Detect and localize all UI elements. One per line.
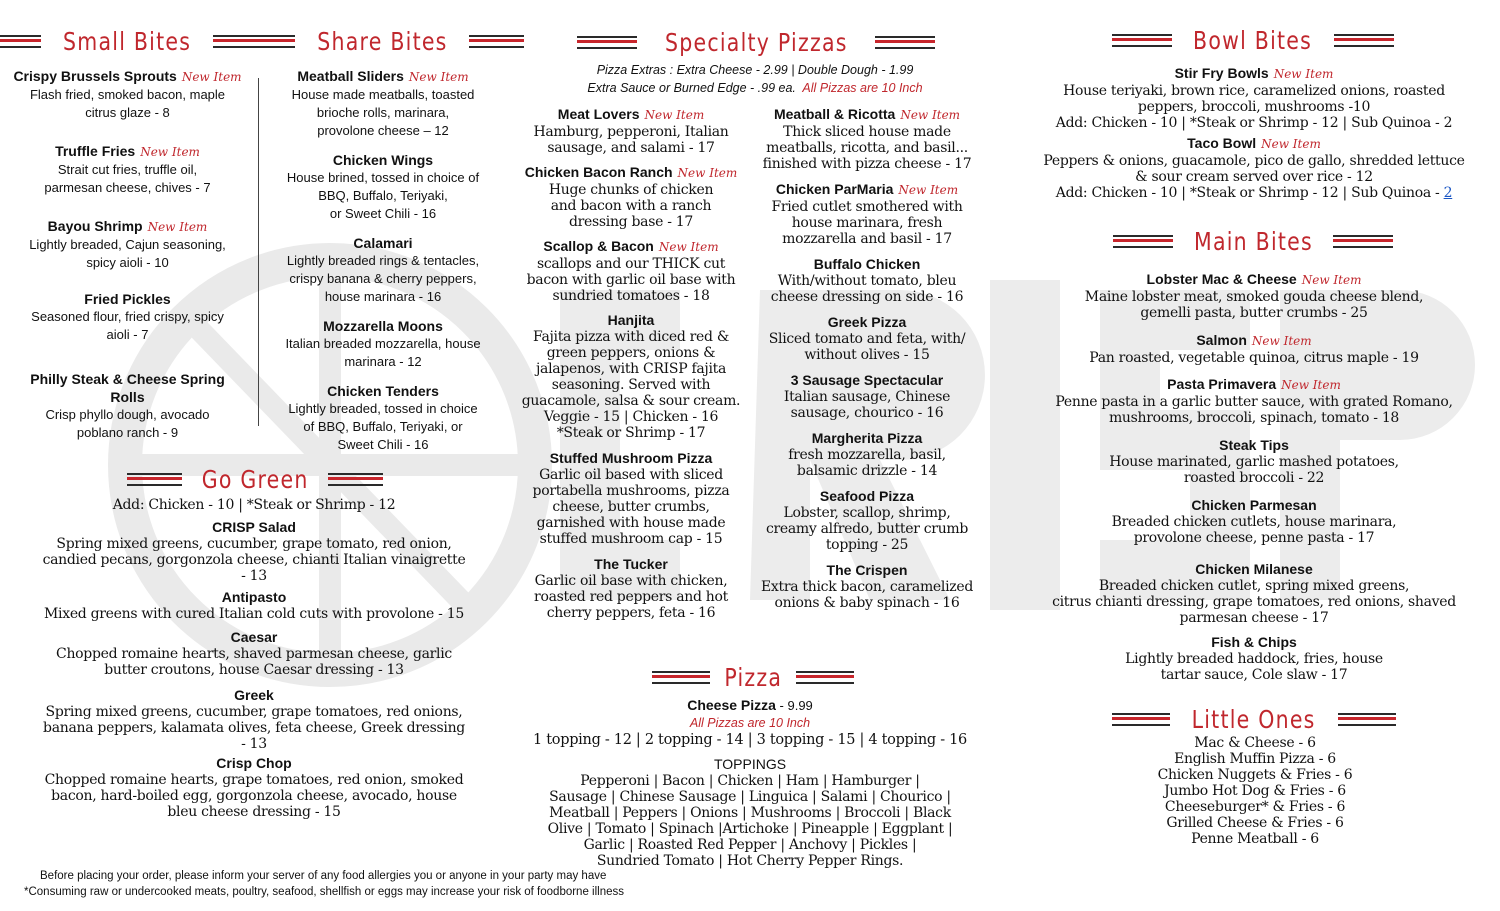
section-title: Go Green	[201, 464, 309, 494]
item-name: CRISP Salad	[212, 519, 296, 535]
new-item-tag: New Item	[677, 166, 738, 180]
item-desc: sausage, and salami - 17	[547, 140, 715, 156]
header-rule	[1112, 34, 1172, 47]
pizza-extras	[540, 61, 970, 97]
specialty-left-column	[513, 105, 749, 621]
item-desc: Pan roasted, vegetable quinoa, citrus maple - 19	[1089, 350, 1419, 366]
item-desc: Breaded chicken cutlet, spring mixed greens,	[1098, 578, 1410, 594]
toppings-line: Olive | Tomato | Spinach |Artichoke | Pineapple | Eggplant |	[547, 821, 953, 837]
header-rule	[1333, 235, 1393, 248]
item-name: Meatball & Ricotta	[773, 106, 896, 122]
menu-item	[1010, 270, 1498, 321]
item-name: Truffle Fries	[55, 143, 136, 159]
item-desc: and bacon with a ranch	[550, 198, 712, 214]
item-desc: topping - 25	[825, 537, 909, 553]
item-name: Philly Steak & Cheese Spring	[30, 371, 225, 387]
item-desc: seasoning. Served with	[551, 377, 711, 393]
pizza-section	[500, 696, 1000, 869]
item-desc: brioche rolls, marinara,	[316, 105, 450, 120]
item-name: Chicken Wings	[332, 152, 434, 168]
item-desc: & sour cream served over rice - 12	[1135, 169, 1373, 185]
item-desc: mozzarella and basil - 17	[782, 231, 952, 247]
item-name: Salmon	[1196, 332, 1247, 348]
item-desc: butter croutons, house Caesar dressing - 13	[104, 662, 404, 678]
header-rule	[1334, 34, 1394, 47]
item-name: Stuffed Mushroom Pizza	[549, 450, 713, 466]
item-name: Seafood Pizza	[819, 488, 915, 504]
item-desc: cherry peppers, feta - 16	[546, 605, 716, 621]
small-bites-list	[0, 67, 255, 442]
menu-item	[752, 105, 982, 172]
menu-item	[14, 588, 494, 622]
section-title: Main Bites	[1193, 226, 1313, 256]
item-desc: tartar sauce, Cole slaw - 17	[1160, 667, 1348, 683]
item-name: Hanjita	[607, 312, 655, 328]
menu-item	[262, 151, 504, 223]
quinoa-price-link[interactable]: 2	[1443, 185, 1453, 201]
item-desc: - 13	[241, 568, 267, 584]
item-desc: bleu cheese dressing - 15	[167, 804, 341, 820]
kids-item: Jumbo Hot Dog & Fries - 6	[1164, 783, 1346, 799]
item-name: Margherita Pizza	[811, 430, 923, 446]
item-desc: poblano ranch - 9	[76, 425, 179, 440]
item-desc: Chopped romaine hearts, grape tomatoes, red onion, smoked	[44, 772, 464, 788]
header-rule	[1113, 235, 1173, 248]
item-desc: Mixed greens with cured Italian cold cuts with provolone - 15	[44, 606, 464, 622]
share-bites-header	[258, 24, 506, 58]
raw-food-warning: *Consuming raw or undercooked meats, poultry, seafood, shellfish or eggs may increase your risk of foodborne illness	[24, 886, 625, 898]
topping-prices: 1 topping - 12 | 2 topping - 14 | 3 topping - 15 | 4 topping - 16	[533, 732, 967, 748]
item-desc: Strait cut fries, truffle oil,	[57, 162, 198, 177]
toppings-line: Garlic | Roasted Red Pepper | Anchovy | Pickles |	[583, 837, 917, 853]
item-desc: Lobster, scallop, shrimp,	[783, 505, 951, 521]
item-name: The Tucker	[594, 556, 668, 572]
item-name: Fish & Chips	[1211, 634, 1297, 650]
extras-line: Pizza Extras : Extra Cheese - 2.99 | Double Dough - 1.99	[596, 63, 914, 77]
toppings-line: Meatball | Peppers | Onions | Mushrooms | Broccoli | Black	[549, 805, 951, 821]
item-desc: provolone cheese, penne pasta - 17	[1133, 530, 1375, 546]
menu-item	[752, 371, 982, 421]
menu-item	[1010, 436, 1498, 486]
item-desc: spicy aioli - 10	[86, 255, 169, 270]
add-protein-line: Add: Chicken - 10 | *Steak or Shrimp - 12	[112, 497, 396, 513]
menu-item	[14, 754, 494, 820]
section-title: Pizza	[724, 662, 782, 692]
item-desc: dressing base - 17	[568, 214, 694, 230]
item-desc: creamy alfredo, butter crumb	[765, 521, 969, 537]
item-desc: Hamburg, pepperoni, Italian	[533, 124, 729, 140]
item-desc: portabella mushrooms, pizza	[532, 483, 730, 499]
menu-item	[14, 628, 494, 678]
section-title: Little Ones	[1192, 704, 1316, 734]
item-name: Crisp Chop	[216, 755, 292, 771]
item-desc: Sweet Chili - 16	[337, 437, 429, 452]
item-name: Meatball Sliders	[297, 68, 404, 84]
item-desc: peppers, broccoli, mushrooms -10	[1137, 99, 1371, 115]
item-desc: provolone cheese – 12	[317, 123, 449, 138]
item-desc: garnished with house made	[536, 515, 726, 531]
item-desc: sausage, chourico - 16	[790, 405, 944, 421]
item-desc: Fried cutlet smothered with	[771, 199, 963, 215]
item-name: Buffalo Chicken	[813, 256, 921, 272]
little-ones-header	[1128, 702, 1380, 736]
new-item-tag: New Item	[658, 240, 719, 254]
item-desc: guacamole, salsa & sour cream.	[521, 393, 741, 409]
item-desc: fresh mozzarella, basil,	[788, 447, 946, 463]
header-rule	[577, 36, 637, 49]
item-desc: roasted broccoli - 22	[1183, 470, 1325, 486]
item-desc: - 13	[241, 736, 267, 752]
header-rule	[652, 671, 710, 684]
new-item-tag: New Item	[181, 70, 242, 84]
item-name: Steak Tips	[1219, 437, 1289, 453]
item-desc: Peppers & onions, guacamole, pico de gallo, shredded lettuce	[1043, 153, 1465, 169]
item-desc: roasted red peppers and hot	[534, 589, 728, 605]
new-item-tag: New Item	[1251, 334, 1312, 348]
item-desc: bacon with garlic oil base with	[526, 272, 736, 288]
section-title: Small Bites	[62, 26, 192, 56]
new-item-tag: New Item	[1273, 67, 1334, 81]
menu-item	[513, 555, 749, 621]
toppings-line: Pepperoni | Bacon | Chicken | Ham | Hamburger |	[580, 773, 920, 789]
menu-item	[1010, 633, 1498, 683]
menu-item	[752, 429, 982, 479]
menu-item	[752, 313, 982, 363]
menu-item	[1010, 134, 1498, 201]
menu-item	[513, 105, 749, 156]
new-item-tag: New Item	[147, 220, 208, 234]
new-item-tag: New Item	[1281, 378, 1341, 392]
pizza-header	[648, 660, 858, 694]
item-name: Antipasto	[221, 589, 287, 605]
item-name: Chicken Milanese	[1195, 561, 1313, 577]
item-name: Greek	[234, 687, 274, 703]
header-rule	[0, 35, 41, 48]
header-rule	[1112, 713, 1170, 726]
menu-item	[513, 449, 749, 547]
new-item-tag: New Item	[1261, 137, 1321, 151]
menu-item	[0, 217, 255, 272]
go-green-header	[130, 462, 380, 496]
menu-item	[262, 382, 504, 454]
bowl-bites-header	[1122, 23, 1384, 57]
specialty-pizzas-header	[596, 25, 916, 59]
item-desc: Seasoned flour, fried crispy, spicy	[31, 309, 224, 324]
item-desc: house marinara - 16	[324, 289, 442, 304]
item-desc: Spring mixed greens, cucumber, grape tomato, red onion,	[56, 536, 452, 552]
item-desc: Veggie - 15 | Chicken - 16	[543, 409, 719, 425]
header-rule	[796, 671, 854, 684]
header-rule	[240, 35, 295, 48]
menu-item	[1010, 64, 1498, 131]
item-desc: marinara - 12	[344, 354, 422, 369]
item-name: Stir Fry Bowls	[1174, 65, 1269, 81]
menu-item	[752, 487, 982, 553]
item-desc: citrus chianti dressing, grape tomatoes, red onions, shaved	[1052, 594, 1456, 610]
item-desc: Add: Chicken - 10 | *Steak or Shrimp - 12 | Sub Quinoa - 2	[1055, 115, 1453, 131]
menu-item	[752, 255, 982, 305]
item-name: 3 Sausage Spectacular	[790, 372, 944, 388]
specialty-right-column	[752, 105, 982, 611]
item-desc: House brined, tossed in choice of	[286, 170, 480, 185]
item-name: Chicken Tenders	[327, 383, 439, 399]
cheese-pizza: Cheese Pizza	[687, 697, 776, 713]
item-desc: House made meatballs, toasted	[291, 87, 475, 102]
menu-item	[1010, 496, 1498, 546]
little-ones-list	[1110, 735, 1400, 847]
item-desc: of BBQ, Buffalo, Teriyaki, or	[303, 419, 463, 434]
item-desc: jalapenos, with CRISP fajita	[535, 361, 726, 377]
menu-item	[262, 234, 504, 306]
item-desc: Lightly breaded haddock, fries, house	[1125, 651, 1383, 667]
menu-item	[1010, 331, 1498, 366]
item-desc: finished with pizza cheese - 17	[762, 156, 972, 172]
menu-item	[262, 317, 504, 371]
section-title: Specialty Pizzas	[664, 27, 848, 57]
header-rule	[1338, 713, 1396, 726]
item-name: Mozzarella Moons	[323, 318, 443, 334]
item-name: Lobster Mac & Cheese	[1146, 271, 1297, 287]
kids-item: Penne Meatball - 6	[1191, 831, 1319, 847]
item-name: Greek Pizza	[827, 314, 907, 330]
item-desc: Italian breaded mozzarella, house	[285, 336, 481, 351]
item-desc: stuffed mushroom cap - 15	[539, 531, 723, 547]
new-item-tag: New Item	[898, 183, 959, 197]
item-name: Rolls	[110, 389, 145, 405]
size-note: All Pizzas are 10 Inch	[689, 716, 811, 730]
menu-item	[513, 163, 749, 230]
item-name: Pasta Primavera	[1167, 376, 1277, 392]
item-desc: Lightly breaded, tossed in choice	[288, 401, 478, 416]
item-desc: aioli - 7	[106, 327, 149, 342]
item-desc: Crisp phyllo dough, avocado	[45, 407, 210, 422]
item-desc: crispy banana & cherry peppers,	[289, 271, 477, 286]
item-name: Bayou Shrimp	[47, 218, 143, 234]
item-name: Calamari	[353, 235, 413, 251]
item-desc: House teriyaki, brown rice, caramelized onions, roasted	[1063, 83, 1445, 99]
item-name: Scallop & Bacon	[543, 238, 654, 254]
item-desc: Huge chunks of chicken	[548, 182, 714, 198]
item-name: Meat Lovers	[557, 106, 640, 122]
menu-item	[0, 142, 255, 197]
item-desc: Add: Chicken - 10 | *Steak or Shrimp - 12 | Sub Quinoa -	[1055, 185, 1444, 201]
header-rule	[328, 473, 383, 486]
section-title: Share Bites	[316, 26, 448, 56]
item-desc: parmesan cheese, chives - 7	[44, 180, 211, 195]
menu-item	[14, 518, 494, 584]
item-desc: Extra thick bacon, caramelized	[761, 579, 973, 595]
menu-item	[513, 237, 749, 304]
item-desc: Fajita pizza with diced red &	[532, 329, 730, 345]
share-bites-list	[262, 67, 504, 454]
item-desc: Garlic oil base with chicken,	[534, 573, 728, 589]
item-desc: cheese, butter crumbs,	[552, 499, 710, 515]
item-desc: Sliced tomato and feta, with/	[768, 331, 966, 347]
menu-item	[752, 561, 982, 611]
item-name: Chicken Bacon Ranch	[524, 164, 673, 180]
item-desc: green peppers, onions &	[546, 345, 716, 361]
toppings-line: Sausage | Chinese Sausage | Linguica | Salami | Chourico |	[549, 789, 951, 805]
item-desc: With/without tomato, bleu	[777, 273, 957, 289]
kids-item: Cheeseburger* & Fries - 6	[1164, 799, 1346, 815]
menu-item	[1010, 560, 1498, 626]
item-desc: onions & baby spinach - 16	[774, 595, 960, 611]
item-desc: Italian sausage, Chinese	[783, 389, 951, 405]
item-name: Crispy Brussels Sprouts	[13, 68, 177, 84]
new-item-tag: New Item	[408, 70, 469, 84]
allergy-note: Before placing your order, please inform your server of any food allergies you or anyone in your party may have	[40, 870, 607, 882]
extras-line: Extra Sauce or Burned Edge - .99 ea.	[587, 81, 796, 95]
item-desc: Maine lobster meat, smoked gouda cheese blend,	[1084, 289, 1424, 305]
kids-item: English Muffin Pizza - 6	[1174, 751, 1336, 767]
menu-item	[262, 67, 504, 140]
item-desc: Garlic oil based with sliced	[539, 467, 723, 483]
item-desc: mushrooms, broccoli, spinach, tomato - 18	[1108, 410, 1400, 426]
item-desc: balsamic drizzle - 14	[796, 463, 938, 479]
menu-item	[14, 686, 494, 752]
toppings-line: Sundried Tomato | Hot Cherry Pepper Rings.	[596, 853, 904, 869]
item-desc: without olives - 15	[804, 347, 930, 363]
item-desc: gemelli pasta, butter crumbs - 25	[1140, 305, 1368, 321]
main-bites-list	[1010, 270, 1498, 683]
main-bites-header	[1122, 224, 1384, 258]
item-desc: Penne pasta in a garlic butter sauce, with grated Romano,	[1055, 394, 1453, 410]
item-desc: scallops and our THICK cut	[536, 256, 726, 272]
item-desc: House marinated, garlic mashed potatoes,	[1109, 454, 1399, 470]
allergy-disclaimer	[24, 868, 624, 900]
menu-item	[513, 311, 749, 441]
item-desc: parmesan cheese - 17	[1179, 610, 1329, 626]
section-title: Bowl Bites	[1193, 25, 1313, 55]
item-desc: Breaded chicken cutlets, house marinara,	[1111, 514, 1397, 530]
new-item-tag: New Item	[1301, 273, 1362, 287]
item-desc: Lightly breaded, Cajun seasoning,	[29, 237, 226, 252]
new-item-tag: New Item	[900, 108, 961, 122]
item-name: Taco Bowl	[1187, 135, 1257, 151]
size-note: All Pizzas are 10 Inch	[802, 81, 923, 95]
item-desc: banana peppers, kalamata olives, feta cheese, Greek dressing	[43, 720, 465, 736]
new-item-tag: New Item	[140, 145, 200, 159]
item-desc: candied pecans, gorgonzola cheese, chianti Italian vinaigrette	[42, 552, 466, 568]
column-divider	[258, 78, 259, 426]
small-bites-header	[5, 24, 249, 58]
menu-item	[752, 180, 982, 247]
item-desc: *Steak or Shrimp - 17	[556, 425, 706, 441]
kids-item: Grilled Cheese & Fries - 6	[1166, 815, 1344, 831]
item-desc: Flash fried, smoked bacon, maple	[29, 87, 226, 102]
new-item-tag: New Item	[644, 108, 705, 122]
item-name: Chicken ParMaria	[775, 181, 894, 197]
header-rule	[875, 36, 935, 49]
menu-item	[0, 290, 255, 344]
bowl-bites-list	[1010, 64, 1498, 201]
item-desc: Thick sliced house made	[783, 124, 951, 140]
item-name: Chicken Parmesan	[1191, 497, 1317, 513]
item-desc: BBQ, Buffalo, Teriyaki,	[318, 188, 448, 203]
kids-item: Chicken Nuggets & Fries - 6	[1157, 767, 1353, 783]
menu-item	[0, 67, 255, 122]
item-name: The Crispen	[826, 562, 908, 578]
item-desc: citrus glaze - 8	[85, 105, 170, 120]
go-green-list	[14, 497, 494, 820]
toppings-title: TOPPINGS	[713, 756, 787, 772]
item-name: Caesar	[230, 629, 278, 645]
kids-item: Mac & Cheese - 6	[1194, 735, 1316, 751]
item-desc: Chopped romaine hearts, shaved parmesan cheese, garlic	[56, 646, 452, 662]
item-desc: meatballs, ricotta, and basil...	[766, 140, 968, 156]
menu-item	[1010, 375, 1498, 426]
item-name: Fried Pickles	[84, 291, 171, 307]
header-rule	[127, 473, 182, 486]
header-rule	[469, 35, 524, 48]
item-desc: Spring mixed greens, cucumber, grape tomatoes, red onions,	[45, 704, 463, 720]
item-desc: or Sweet Chili - 16	[329, 206, 437, 221]
menu-item	[0, 370, 255, 442]
item-desc: bacon, hard-boiled egg, gorgonzola cheese, avocado, house	[51, 788, 457, 804]
item-desc: cheese dressing on side - 16	[770, 289, 964, 305]
item-desc: house marinara, fresh	[791, 215, 943, 231]
item-desc: Lightly breaded rings & tentacles,	[286, 253, 480, 268]
cheese-pizza-price: - 9.99	[775, 698, 813, 713]
item-desc: sundried tomatoes - 18	[552, 288, 710, 304]
